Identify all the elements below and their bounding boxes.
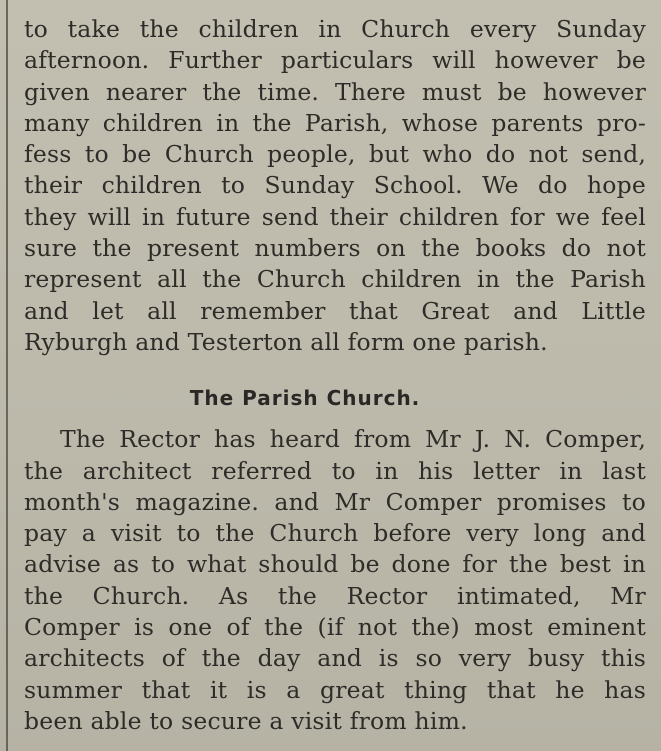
text-line: been able to secure a visit from him. [24,706,468,735]
article-column [24,14,646,737]
text-line: sure the present numbers on the books do not [24,234,646,263]
paragraph-parish-church [24,424,646,737]
text-line: advise as to what should be done for the best in [24,550,646,579]
section-heading: The Parish Church. [189,386,421,411]
column-rule [6,0,8,751]
paragraph-sunday-school [24,14,646,358]
text-line: represent all the Church children in the Parish [24,265,646,294]
text-line: pay a visit to the Church before very long and [24,519,646,548]
text-line: many children in the Parish, whose parents pro- [24,108,646,137]
text-line: month's magazine. and Mr Comper promises to [24,487,646,516]
text-line: Comper is one of the (if not the) most eminent [24,613,646,642]
text-line: to take the children in Church every Sunday [24,15,646,43]
text-line: the Church. As the Rector intimated, Mr [24,581,646,610]
text-line: afternoon. Further particulars will however be [24,46,646,75]
text-line: summer that it is a great thing that he has [24,675,646,704]
text-line: Ryburgh and Testerton all form one parish. [24,327,548,356]
text-line: fess to be Church people, but who do not send, [24,140,646,169]
text-line: they will in future send their children for we feel [24,202,646,231]
text-line: and let all remember that Great and Little [24,296,646,325]
text-line: the architect referred to in his letter in last [24,456,646,485]
text-line: architects of the day and is so very busy this [24,644,646,673]
text-line: their children to Sunday School. We do hope [24,171,646,200]
text-line: given nearer the time. There must be however [24,77,646,106]
text-line: The Rector has heard from Mr J. N. Comper, [60,425,646,454]
